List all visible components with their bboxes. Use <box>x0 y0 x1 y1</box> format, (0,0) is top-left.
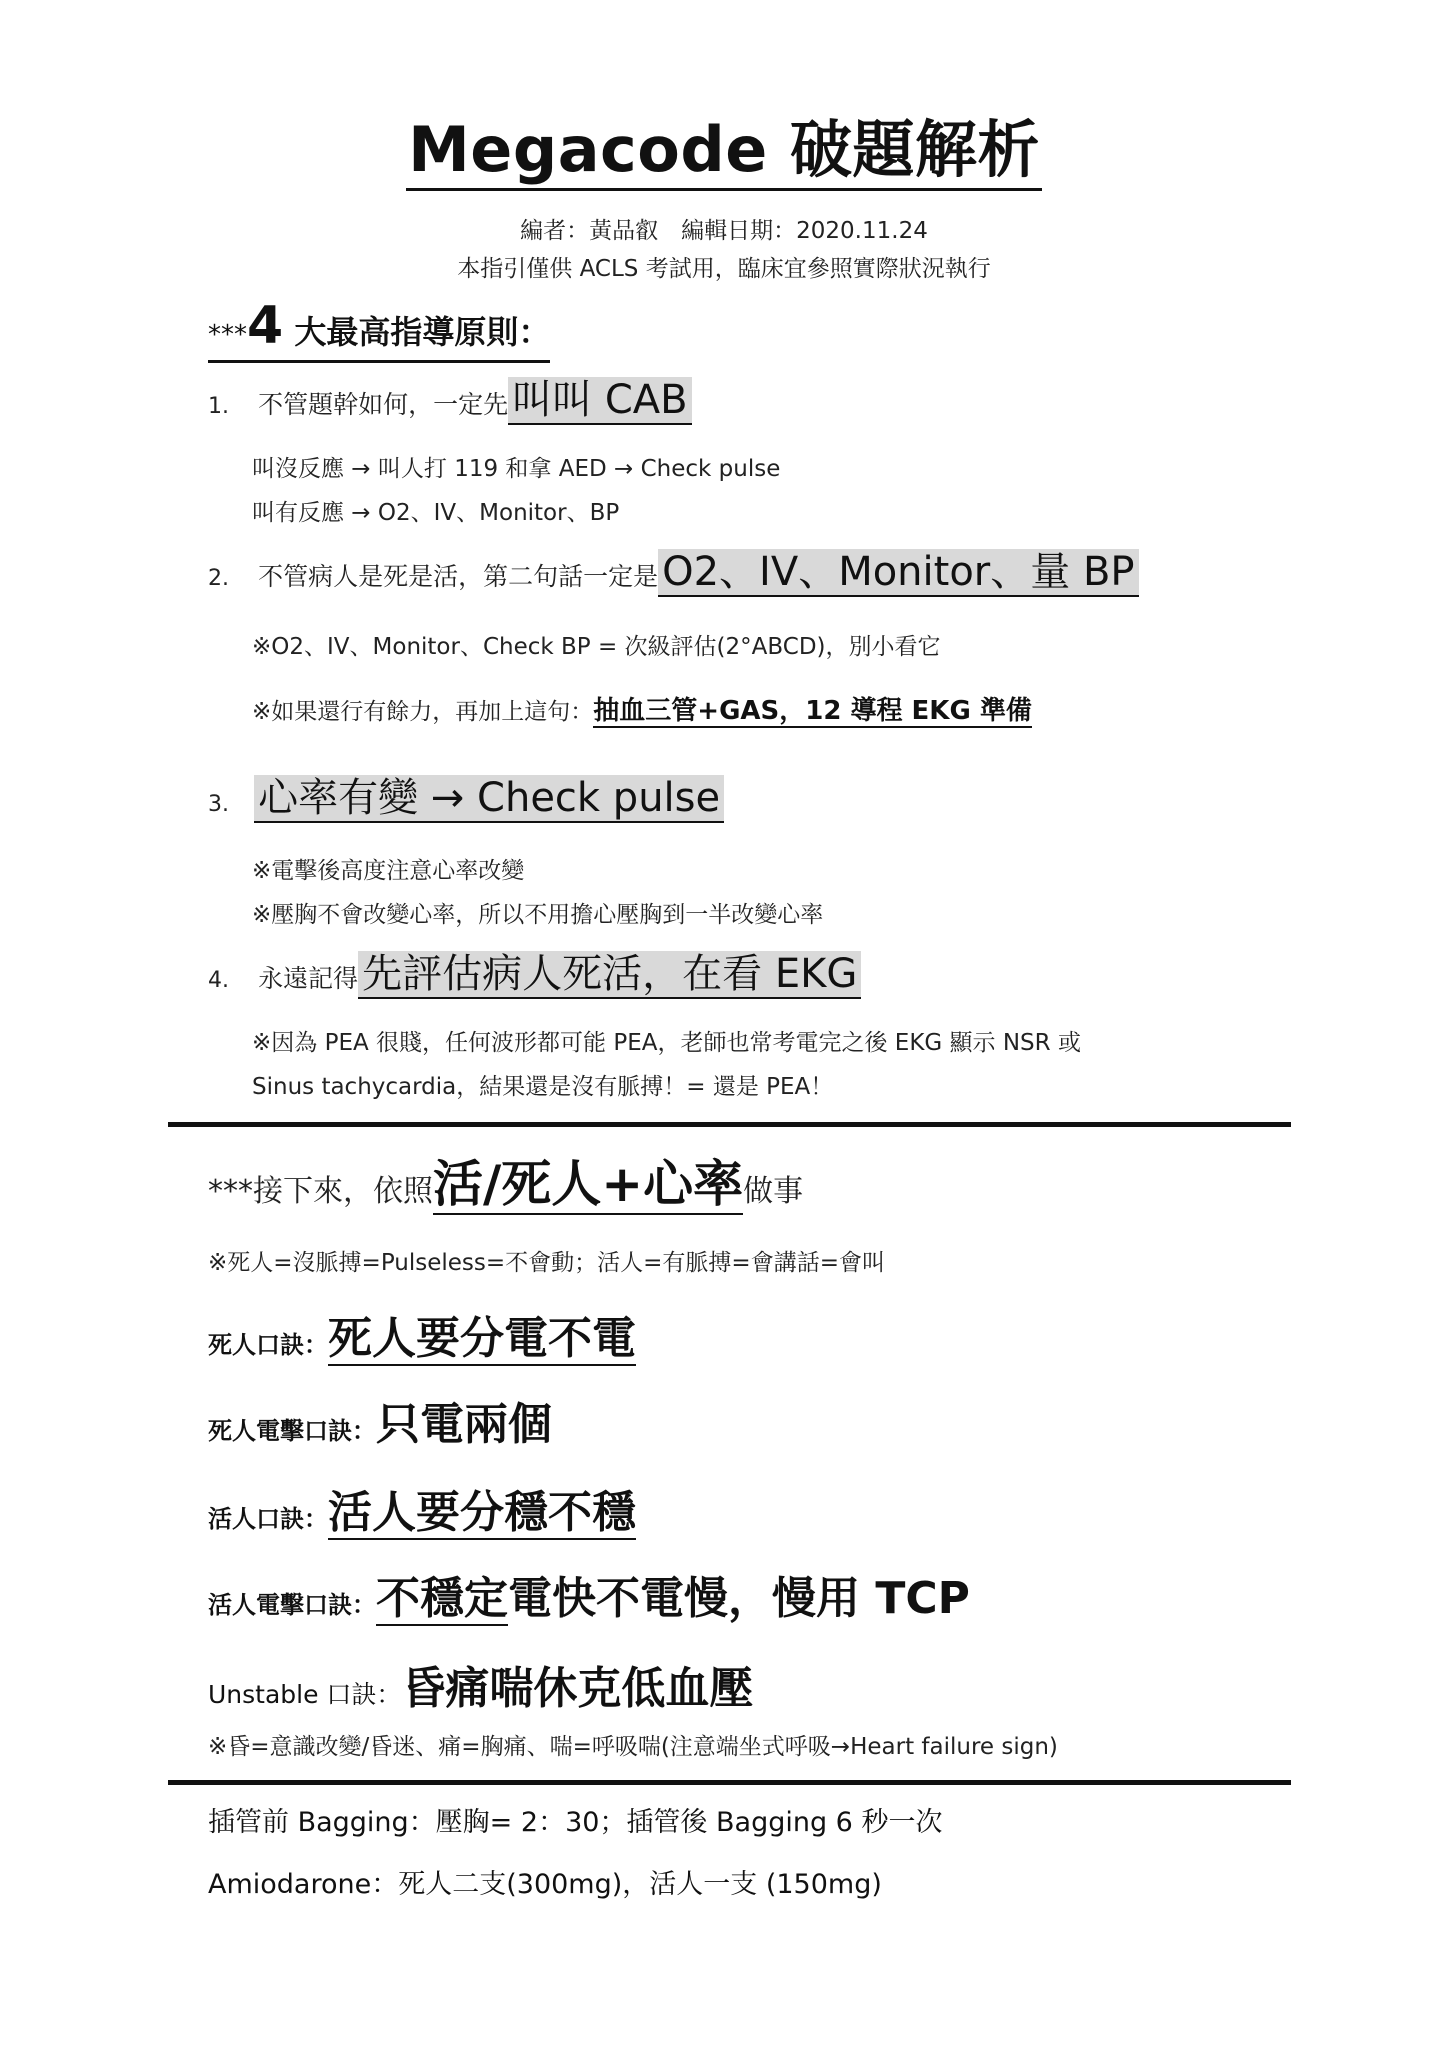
principle-1-sub-1: 叫沒反應 → 叫人打 119 和拿 AED → Check pulse <box>252 456 781 482</box>
mnemonic-alive-shock-rest: 電快不電慢，慢用 TCP <box>508 1573 970 1624</box>
mnemonic-alive-value: 活人要分穩不穩 <box>328 1487 636 1538</box>
principle-2 <box>208 540 1139 597</box>
page-title <box>0 100 1448 189</box>
principle-1-sub-2: 叫有反應 → O2、IV、Monitor、BP <box>252 500 620 526</box>
principle-3 <box>208 766 724 823</box>
heading-number: 4 <box>247 296 284 356</box>
divider <box>168 1122 1291 1127</box>
mnemonic-dead-shock <box>208 1388 552 1452</box>
mnemonic-alive-label: 活人口訣： <box>208 1505 328 1533</box>
mnemonic-alive-shock <box>208 1562 970 1626</box>
next-big: 活/死人+心率 <box>433 1155 744 1213</box>
principle-2-sub-2 <box>252 690 1032 727</box>
dead-alive-note: ※死人=沒脈搏=Pulseless=不會動；活人=有脈搏=會講話=會叫 <box>208 1250 885 1276</box>
amiodarone-line: Amiodarone：死人二支(300mg)，活人一支 (150mg) <box>208 1869 882 1900</box>
mnemonic-dead-shock-value: 只電兩個 <box>376 1399 552 1450</box>
principle-3-highlight: 心率有變 → Check pulse <box>254 775 724 823</box>
next-pre: ***接下來，依照 <box>208 1174 433 1209</box>
principle-2-highlight: O2、IV、Monitor、量 BP <box>658 549 1138 597</box>
principle-3-sub-1: ※電擊後高度注意心率改變 <box>252 858 525 884</box>
mnemonic-dead-value: 死人要分電不電 <box>328 1313 636 1364</box>
mnemonic-dead-shock-label: 死人電擊口訣： <box>208 1417 376 1445</box>
heading-text: 大最高指導原則： <box>283 313 551 351</box>
principle-4 <box>208 942 861 999</box>
mnemonic-alive-shock-underlined: 不穩定 <box>376 1573 508 1624</box>
unstable-note: ※昏=意識改變/昏迷、痛=胸痛、喘=呼吸喘(注意端坐式呼吸→Heart failure sign) <box>208 1734 1058 1760</box>
principle-1-text: 不管題幹如何，一定先 <box>258 390 509 419</box>
mnemonic-dead-label: 死人口訣： <box>208 1331 328 1359</box>
principle-1 <box>208 368 692 425</box>
mnemonic-unstable-label: Unstable 口訣： <box>208 1680 402 1709</box>
principle-2-sub-2-bold: 抽血三管+GAS，12 導程 EKG 準備 <box>593 696 1032 726</box>
principle-3-sub-2: ※壓胸不會改變心率，所以不用擔心壓胸到一半改變心率 <box>252 902 824 928</box>
principle-4-sub-1: ※因為 PEA 很賤，任何波形都可能 PEA，老師也常考電完之後 EKG 顯示 NSR 或 <box>252 1030 1081 1056</box>
title-text: Megacode 破題解析 <box>406 113 1042 191</box>
principle-3-number: 3. <box>208 792 229 817</box>
principles-heading <box>208 296 550 363</box>
principle-1-number: 1. <box>208 394 229 419</box>
principle-4-number: 4. <box>208 968 229 993</box>
principle-2-sub-1: ※O2、IV、Monitor、Check BP = 次級評估(2°ABCD)，別小看它 <box>252 634 941 660</box>
next-heading <box>208 1144 803 1216</box>
mnemonic-unstable-value: 昏痛喘休克低血壓 <box>401 1663 754 1714</box>
principle-2-text: 不管病人是死是活，第二句話一定是 <box>258 562 659 591</box>
stars: *** <box>208 320 247 350</box>
principle-2-number: 2. <box>208 566 229 591</box>
principle-4-sub-2: Sinus tachycardia，結果還是沒有脈搏！= 還是 PEA！ <box>252 1074 834 1100</box>
bagging-line: 插管前 Bagging：壓胸= 2：30；插管後 Bagging 6 秒一次 <box>208 1807 943 1838</box>
next-post: 做事 <box>743 1174 804 1209</box>
principle-4-text: 永遠記得 <box>258 964 359 993</box>
principle-1-highlight: 叫叫 CAB <box>508 377 691 425</box>
author-line: 編者：黃品叡 編輯日期：2020.11.24 <box>520 218 928 244</box>
divider-2 <box>168 1780 1291 1785</box>
principle-2-sub-2-pre: ※如果還行有餘力，再加上這句： <box>252 699 594 725</box>
mnemonic-alive <box>208 1476 636 1540</box>
principle-4-highlight: 先評估病人死活，在看 EKG <box>358 951 861 999</box>
mnemonic-dead <box>208 1302 636 1366</box>
disclaimer-line: 本指引僅供 ACLS 考試用，臨床宜參照實際狀況執行 <box>457 256 991 282</box>
mnemonic-unstable <box>208 1652 753 1716</box>
mnemonic-alive-shock-label: 活人電擊口訣： <box>208 1591 376 1619</box>
